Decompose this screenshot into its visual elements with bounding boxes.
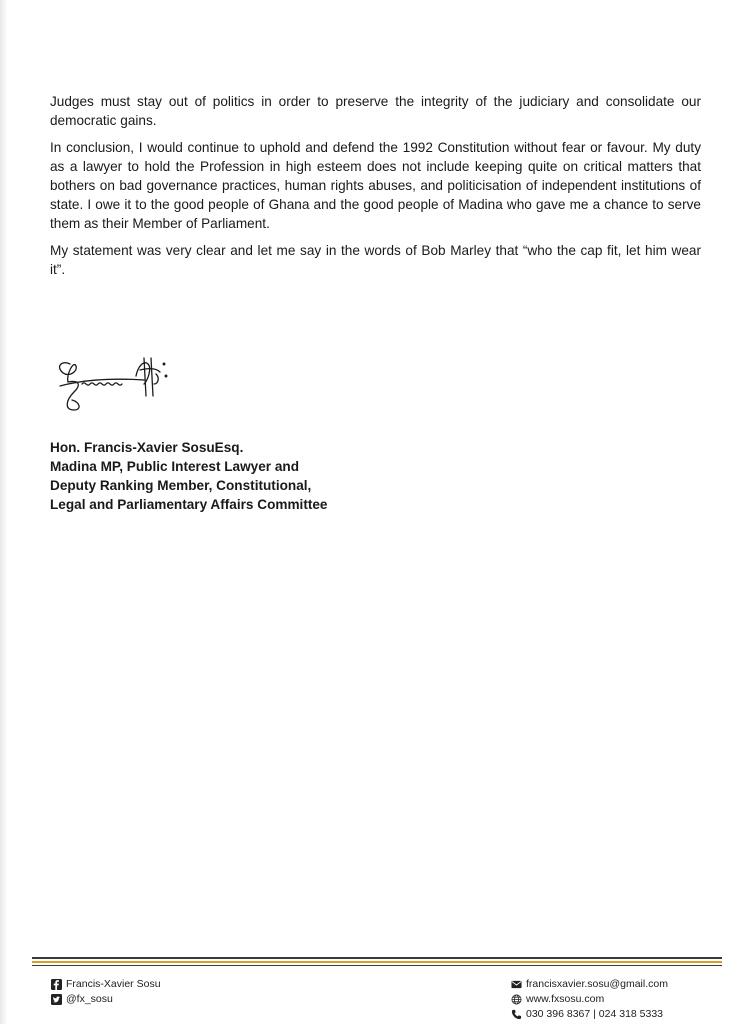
page-edge-shadow (0, 0, 8, 1024)
signatory-title-line: Deputy Ranking Member, Constitutional, (50, 478, 312, 493)
website-link[interactable] (510, 992, 668, 1007)
paragraph-conclusion: In conclusion, I would continue to uphold and defend the 1992 Constitution without fear or favour. My duty as a lawyer to hold the Profession in high esteem does not include keeping quite on critical matters that bothers on bad governance practices, human rights abuses, and politicisation of independent institutions of state. I owe it to the good people of Ghana and the good people of Madina who gave me a chance to serve them as their Member of Parliament. (50, 140, 701, 231)
signatory-name: Hon. Francis-Xavier SosuEsq. (50, 440, 244, 455)
envelope-icon (510, 979, 522, 991)
signatory-block (50, 438, 328, 514)
footer-rule-accent (32, 961, 722, 963)
email-link[interactable] (510, 977, 668, 992)
footer-social (50, 977, 161, 1007)
phone-icon (510, 1009, 522, 1021)
globe-icon (510, 994, 522, 1006)
handwritten-signature (52, 350, 182, 428)
twitter-link[interactable] (50, 992, 161, 1007)
phone-label: 030 396 8367 | 024 318 5333 (526, 1008, 664, 1020)
website-label: www.fxsosu.com (526, 993, 605, 1005)
signatory-title-line: Legal and Parliamentary Affairs Committee (50, 497, 328, 512)
paragraph-judges: Judges must stay out of politics in order to preserve the integrity of the judiciary and consolidate our democratic gains. (50, 94, 701, 128)
twitter-icon (50, 994, 62, 1006)
footer-rule-dark (32, 957, 722, 959)
paragraph-statement: My statement was very clear and let me say in the words of Bob Marley that “who the cap fit, let him wear it”. (50, 243, 701, 277)
email-label: francisxavier.sosu@gmail.com (526, 978, 668, 990)
footer-rule-dark (32, 965, 722, 966)
twitter-label: @fx_sosu (66, 993, 113, 1005)
facebook-label: Francis-Xavier Sosu (66, 978, 161, 990)
footer-contact (510, 977, 668, 1022)
facebook-link[interactable] (50, 977, 161, 992)
signatory-title-line: Madina MP, Public Interest Lawyer and (50, 459, 300, 474)
phone-link[interactable] (510, 1007, 668, 1022)
facebook-icon (50, 979, 62, 991)
letter-body (50, 92, 701, 287)
